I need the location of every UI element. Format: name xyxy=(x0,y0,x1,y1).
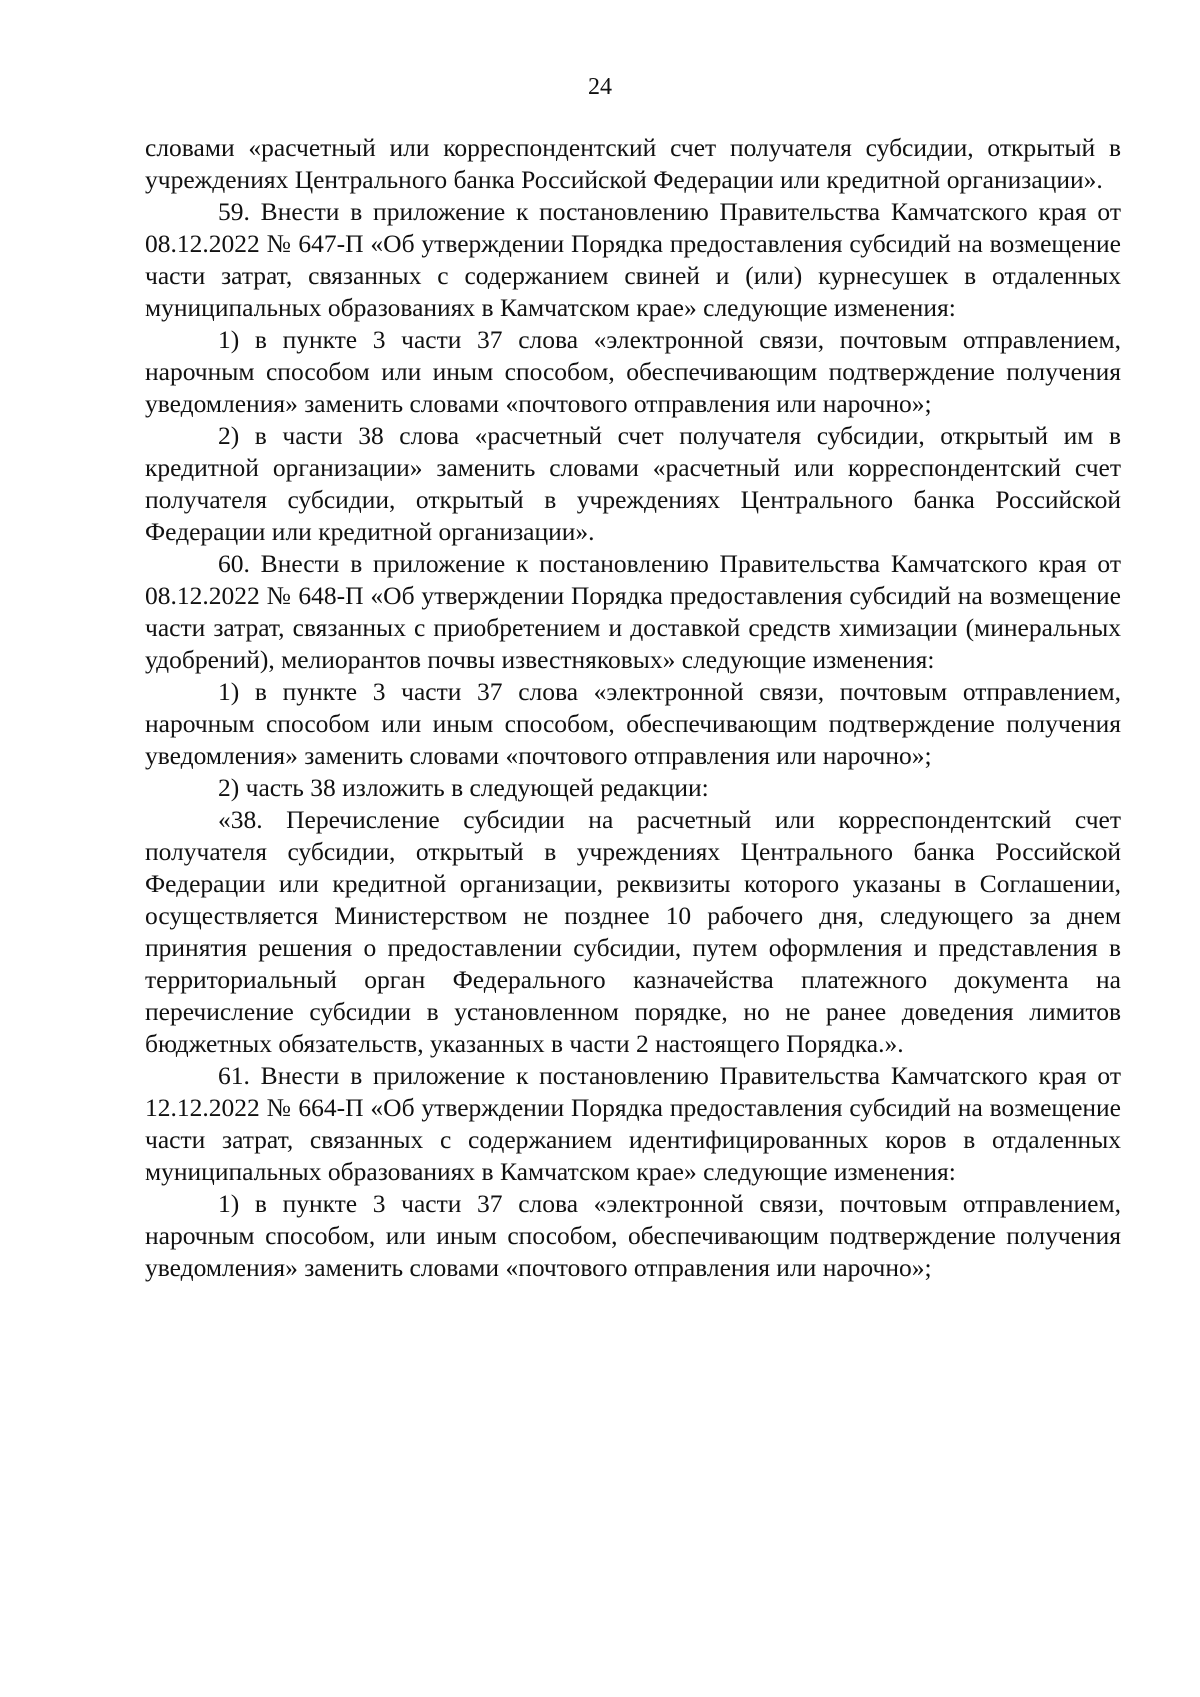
page-number: 24 xyxy=(588,74,612,100)
paragraph-quoted-part-38: «38. Перечисление субсидии на расчетный или корреспондентский счет получателя субсидии, открытый в учреждениях Центрального банка Российской Федерации или кредитной организации, реквизиты которого указаны в Соглашении, осуществляется Министерством не позднее 10 рабочего дня, следующего за днем принятия решения о предоставлении субсидии, путем оформления и представления в территориальный орган Федерального казначейства платежного документа на перечисление субсидии в установленном порядке, но не ранее доведения лимитов бюджетных обязательств, указанных в части 2 настоящего Порядка.». xyxy=(145,805,1121,1058)
paragraph-item-59-sub-1: 1) в пункте 3 части 37 слова «электронной связи, почтовым отправлением, нарочным способом или иным способом, обеспечивающим подтверждение получения уведомления» заменить словами «почтового отправления или нарочно»; xyxy=(145,325,1121,418)
paragraph-item-59: 59. Внести в приложение к постановлению Правительства Камчатского края от 08.12.2022 № 647-П «Об утверждении Порядка предоставления субсидий на возмещение части затрат, связанных с содержанием свиней и (или) курнесушек в отдаленных муниципальных образованиях в Камчатском крае» следующие изменения: xyxy=(145,197,1121,322)
paragraph-item-60: 60. Внести в приложение к постановлению Правительства Камчатского края от 08.12.2022 № 648-П «Об утверждении Порядка предоставления субсидий на возмещение части затрат, связанных с приобретением и доставкой средств химизации (минеральных удобрений), мелиорантов почвы известняковых» следующие изменения: xyxy=(145,549,1121,674)
paragraph-item-60-sub-1: 1) в пункте 3 части 37 слова «электронной связи, почтовым отправлением, нарочным способом или иным способом, обеспечивающим подтверждение получения уведомления» заменить словами «почтового отправления или нарочно»; xyxy=(145,677,1121,770)
paragraph-item-59-sub-2: 2) в части 38 слова «расчетный счет получателя субсидии, открытый им в кредитной организации» заменить словами «расчетный или корреспондентский счет получателя субсидии, открытый в учреждениях Центрального банка Российской Федерации или кредитной организации». xyxy=(145,421,1121,546)
paragraph-item-61-sub-1: 1) в пункте 3 части 37 слова «электронной связи, почтовым отправлением, нарочным способом, или иным способом, обеспечивающим подтверждение получения уведомления» заменить словами «почтового отправления или нарочно»; xyxy=(145,1189,1121,1282)
paragraph-continuation: словами «расчетный или корреспондентский счет получателя субсидии, открытый в учреждениях Центрального банка Российской Федерации или кредитной организации». xyxy=(145,133,1121,194)
document-body xyxy=(145,132,1121,1284)
paragraph-item-60-sub-2: 2) часть 38 изложить в следующей редакции: xyxy=(218,773,709,802)
paragraph-item-61: 61. Внести в приложение к постановлению Правительства Камчатского края от 12.12.2022 № 664-П «Об утверждении Порядка предоставления субсидий на возмещение части затрат, связанных с содержанием идентифицированных коров в отдаленных муниципальных образованиях в Камчатском крае» следующие изменения: xyxy=(145,1061,1121,1186)
